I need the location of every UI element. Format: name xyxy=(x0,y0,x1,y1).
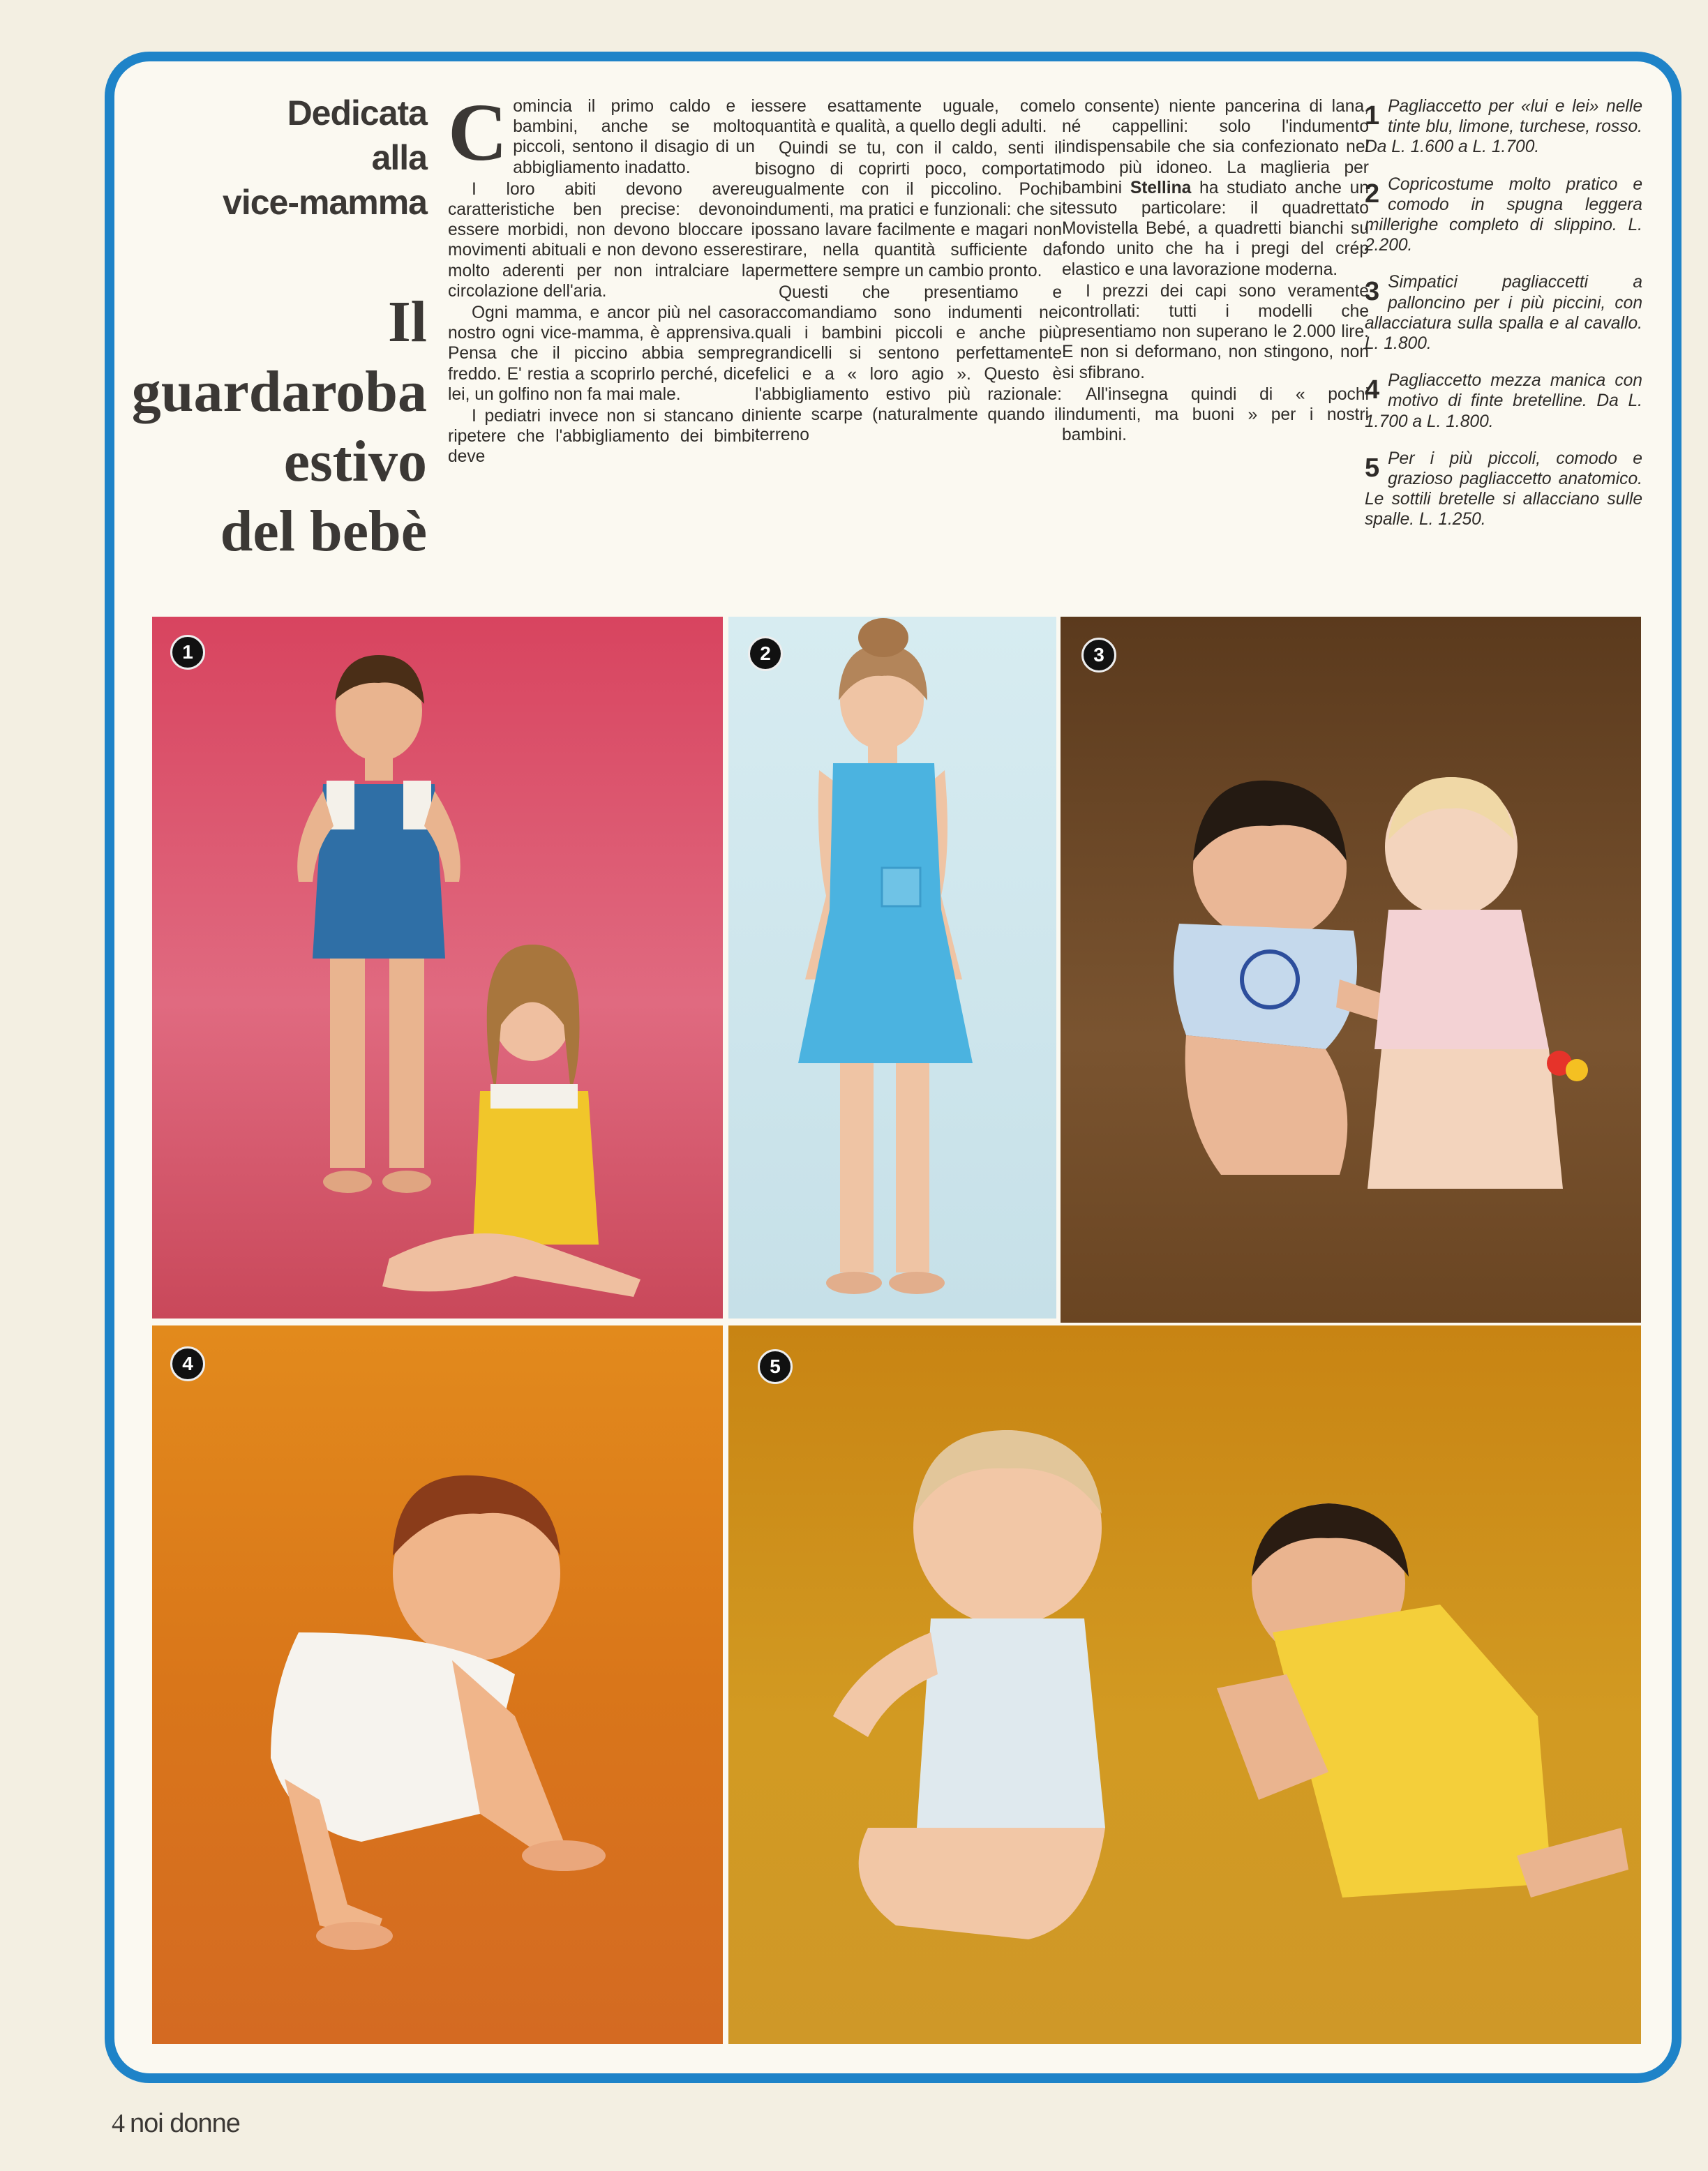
kicker-line: alla xyxy=(371,138,427,177)
caption-item xyxy=(1365,174,1642,256)
caption-number: 2 xyxy=(1365,179,1380,209)
paragraph-text: ha studiato anche un tessuto particolare: il quadrettato Movistella Bebé, a quadretti bianchi su fondo unito che ha i pregi del crép elastico e una lavorazione moderna. xyxy=(1062,178,1369,279)
body-column-1 xyxy=(448,87,755,469)
photo-number-badge: 5 xyxy=(758,1349,793,1384)
kicker-line: vice-mamma xyxy=(223,183,427,222)
page-number: 4 xyxy=(112,2109,124,2138)
photo-1 xyxy=(152,617,723,1319)
body-paragraph xyxy=(1062,96,1369,280)
body-paragraph: I prezzi dei capi sono veramente controllati: tutti i modelli che presentiamo non superano le 2.000 lire. E non si deformano, non stingono, non si sfibrano. xyxy=(1062,281,1369,382)
caption-item xyxy=(1365,449,1642,530)
title-line: del bebè xyxy=(220,499,427,564)
body-paragraph: Questi che presentiamo e raccomandiamo sono indumenti nei quali i bambini piccoli e anche più grandicelli si sentono perfettamente felici e a « loro agio ». Questo è l'abbigliamento estivo più razionale: niente scarpe (naturalmente quando il terreno xyxy=(755,283,1062,445)
article-kicker xyxy=(176,91,427,225)
photo-3-babies-illustration xyxy=(1061,617,1641,1323)
caption-number: 3 xyxy=(1365,277,1380,307)
photo-number-badge: 4 xyxy=(170,1346,205,1381)
caption-text: Pagliaccetto mezza manica con motivo di finte bretelline. Da L. 1.700 a L. 1.800. xyxy=(1365,371,1642,431)
photo-1-children-illustration xyxy=(152,617,723,1319)
caption-text: Per i più piccoli, comodo e grazioso pagliaccetto anatomico. Le sottili bretelle si allacciano sulle spalle. L. 1.250. xyxy=(1365,449,1642,529)
photo-number-badge: 2 xyxy=(748,636,783,671)
caption-text: Pagliaccetto per «lui e lei» nelle tinte blu, limone, turchese, rosso. Da L. 1.600 a L. 1.700. xyxy=(1365,97,1642,157)
caption-item xyxy=(1365,272,1642,354)
caption-item xyxy=(1365,370,1642,432)
photo-5 xyxy=(728,1325,1641,2044)
caption-text: Simpatici pagliaccetti a palloncino per i più piccini, con allacciatura sulla spalla e al cavallo. L. 1.800. xyxy=(1365,273,1642,354)
drop-cap: C xyxy=(448,87,508,178)
title-line: estivo xyxy=(283,429,427,494)
title-line: Il xyxy=(387,290,427,354)
paragraph-text: lo consente) niente pancerina di lana, né cappellini: solo l'indumento indispensabile che sia confezionato nel modo più idoneo. La maglieria per bambini xyxy=(1062,97,1369,197)
photo-number-badge: 3 xyxy=(1081,638,1116,673)
photo-2-child-illustration xyxy=(728,617,1056,1319)
body-paragraph: Ogni mamma, e ancor più nel caso nostro ogni vice-mamma, è apprensiva. Pensa che il piccino abbia sempre freddo. E' restia a scoprirlo perché, dice lei, un golfino non fa mai male. xyxy=(448,303,755,404)
caption-number: 4 xyxy=(1365,375,1380,405)
brand-name: Stellina xyxy=(1130,178,1192,197)
body-paragraph: I loro abiti devono avere caratteristiche ben precise: devono essere morbidi, non devono bloccare i movimenti abituali e non devono essere molto aderenti per non intralciare la circolazione dell'aria. xyxy=(448,179,755,301)
photo-4 xyxy=(152,1325,723,2044)
caption-number: 5 xyxy=(1365,453,1380,483)
photo-2 xyxy=(728,617,1056,1319)
photo-5-babies-illustration xyxy=(728,1325,1641,2044)
body-column-3 xyxy=(1062,96,1369,446)
photo-3 xyxy=(1061,617,1641,1323)
caption-item xyxy=(1365,96,1642,158)
body-paragraph xyxy=(448,87,755,178)
paragraph-text: omincia il primo caldo e i bambini, anche se molto piccoli, sentono il disagio di un abbigliamento inadatto. xyxy=(513,97,755,177)
kicker-line: Dedicata xyxy=(287,93,427,133)
photo-4-baby-illustration xyxy=(152,1325,723,2044)
title-line: guardaroba xyxy=(131,359,427,424)
page-footer xyxy=(112,2108,240,2139)
article-title xyxy=(120,287,427,566)
body-paragraph: Quindi se tu, con il caldo, senti il bisogno di coprirti poco, comportati ugualmente con il piccolino. Pochi indumenti, ma pratici e funzionali: che si possano lavare facilmente e magari non stirare, nella quantità sufficiente da permettere sempre un cambio pronto. xyxy=(755,139,1062,280)
caption-text: Copricostume molto pratico e comodo in spugna leggera millerighe completo di slippino. L. 2.200. xyxy=(1365,174,1642,255)
body-paragraph: essere esattamente uguale, come quantità e qualità, a quello degli adulti. xyxy=(755,97,1062,137)
body-column-2 xyxy=(755,96,1062,446)
body-paragraph: I pediatri invece non si stancano di ripetere che l'abbigliamento dei bimbi deve xyxy=(448,407,755,467)
magazine-name: noi donne xyxy=(130,2109,240,2138)
body-paragraph: All'insegna quindi di « pochi indumenti, ma buoni » per i nostri bambini. xyxy=(1062,384,1369,445)
photo-captions xyxy=(1365,96,1642,547)
photo-number-badge: 1 xyxy=(170,635,205,670)
caption-number: 1 xyxy=(1365,101,1380,130)
